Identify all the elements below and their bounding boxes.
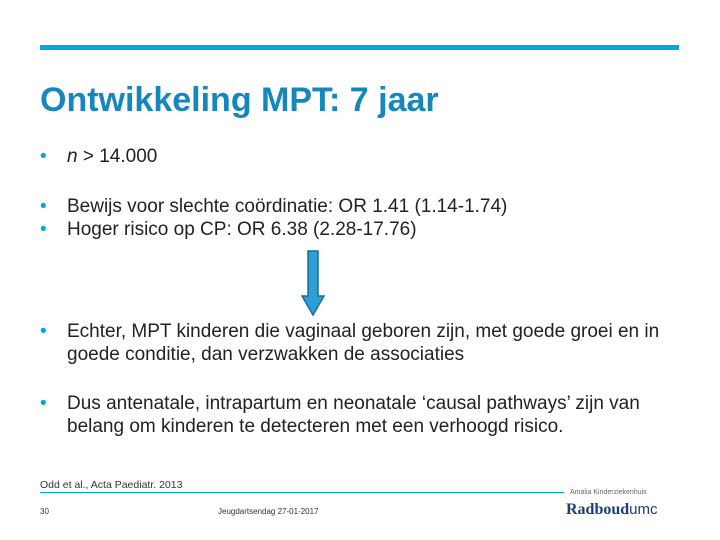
bullet-list-odds-ratios [40,195,680,241]
bullet-dot: • [40,219,47,240]
bullet-dot: • [40,196,47,217]
bullet-cp-risk [40,218,680,241]
bullet-cp-risk-text: Hoger risico op CP: OR 6.38 (2.28-17.76) [67,219,417,240]
event-date: Jeugdartsendag 27-01-2017 [218,507,319,516]
bullet-dot: • [40,393,47,414]
sample-size-symbol: n [67,146,78,167]
page-number: 30 [40,507,49,516]
bullet-however [40,320,680,366]
bullet-conclusion [40,392,680,438]
sample-size-value: > 14.000 [77,146,158,167]
bullet-however-text: Echter, MPT kinderen die vaginaal geboren zijn, met goede groei en in goede conditie, dan verzwakken de associaties [67,321,660,365]
bullet-conclusion-text: Dus antenatale, intrapartum en neonatale ‘causal pathways’ zijn van belang om kinderen te detecteren met een verhoogd risico. [67,393,640,437]
bottom-divider [40,492,564,493]
citation: Odd et al., Acta Paediatr. 2013 [40,479,183,491]
bullet-sample-size [40,145,680,168]
bullet-dot: • [40,146,47,167]
department-name: Amalia Kinderziekenhuis [570,489,647,496]
logo-secondary-text: umc [629,501,658,518]
radboudumc-logo [566,500,658,520]
down-arrow-icon [301,250,325,316]
top-divider [40,45,679,50]
bullet-coordination [40,195,680,218]
logo-primary-text: Radboud [566,501,630,518]
bullet-coordination-text: Bewijs voor slechte coördinatie: OR 1.41 (1.14-1.74) [67,196,508,217]
slide-title: Ontwikkeling MPT: 7 jaar [40,81,439,119]
bullet-dot: • [40,321,47,342]
